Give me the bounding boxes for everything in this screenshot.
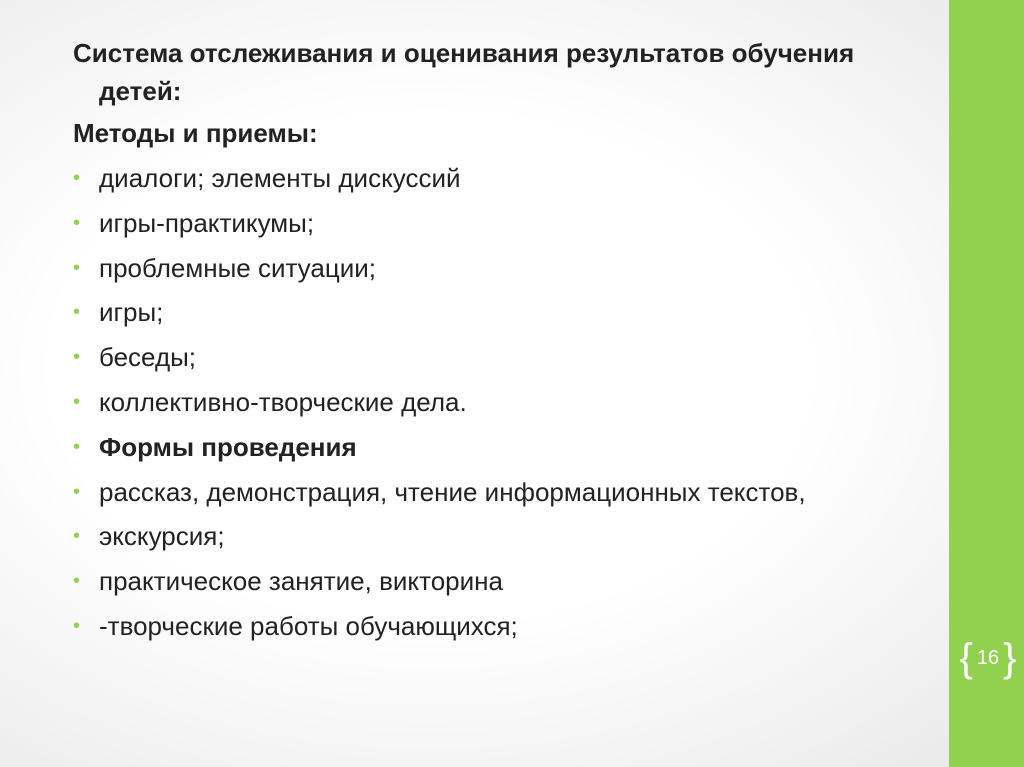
list-item (73, 156, 933, 201)
list-item-text: практическое занятие, викторина (99, 566, 503, 597)
list-item (73, 470, 933, 515)
list-item (73, 335, 933, 380)
bullet-icon: • (73, 435, 81, 458)
bullet-icon: • (73, 570, 81, 593)
bullet-icon: • (73, 211, 81, 234)
page-number (958, 631, 1018, 685)
list-item (73, 425, 933, 470)
left-brace-icon: { (959, 636, 973, 680)
list-item (73, 380, 933, 425)
bullet-icon: • (73, 614, 81, 637)
bullet-icon: • (73, 301, 81, 324)
page-number-value: 16 (976, 646, 1000, 669)
list-item-text: -творческие работы обучающихся; (99, 610, 518, 641)
bullet-icon: • (73, 167, 81, 189)
forms-heading: Формы проведения (99, 431, 357, 462)
list-item-text: игры; (99, 297, 164, 328)
methods-heading: Методы и приемы: (73, 118, 318, 148)
slide-title: Система отслеживания и оценивания результатов обучения детей: (73, 38, 855, 106)
list-item (73, 604, 933, 649)
list-item (73, 290, 933, 335)
list-item-text: диалоги; элементы дискуссий (99, 163, 461, 193)
list-item-text: беседы; (99, 342, 197, 373)
list-item-text: коллективно-творческие дела. (99, 386, 467, 417)
slide-content (73, 34, 933, 649)
bullet-icon: • (73, 390, 81, 413)
list-item (73, 559, 933, 604)
right-brace-icon: } (1003, 636, 1017, 680)
list-item (73, 201, 933, 246)
list-item (73, 246, 933, 291)
list-item-text: рассказ, демонстрация, чтение информационных текстов, (99, 476, 806, 507)
list-item (73, 514, 933, 559)
bullet-icon: • (73, 346, 81, 369)
bullet-icon: • (73, 480, 81, 503)
bullet-icon: • (73, 525, 81, 548)
bullet-list (73, 156, 933, 649)
bullet-icon: • (73, 256, 81, 279)
list-item-text: экскурсия; (99, 521, 225, 552)
list-item-text: проблемные ситуации; (99, 252, 377, 283)
list-item-text: игры-практикумы; (99, 207, 315, 238)
